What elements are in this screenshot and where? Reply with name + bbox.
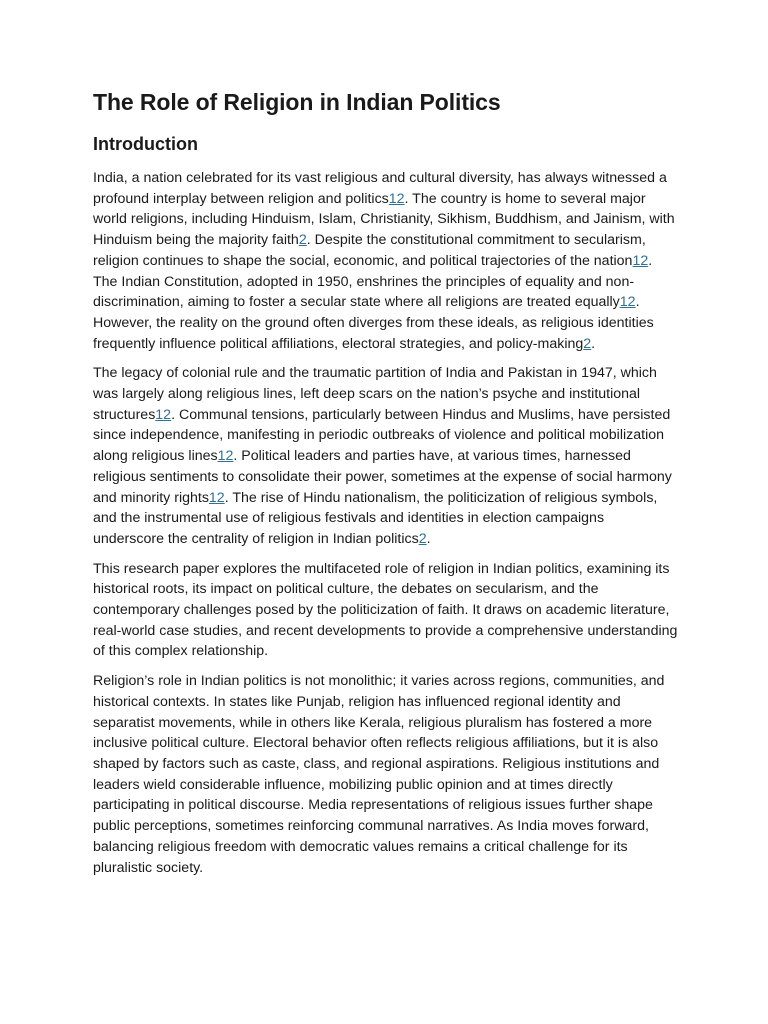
paragraph	[93, 168, 678, 354]
citation-link[interactable]: 2	[418, 530, 427, 547]
paragraph-text: . The country is home to several major world religions, including Hinduism, Islam, Christianity, Sikhism, Buddhism, and Jainism, with Hinduism being the majority faith	[93, 190, 675, 249]
document-title: The Role of Religion in Indian Politics	[93, 89, 501, 115]
citation-link[interactable]: 12	[632, 252, 649, 269]
paragraph-text: . Political leaders and parties have, at various times, harnessed religious sentiments to consolidate their power, sometimes at the expense of social harmony and minority rights	[93, 448, 672, 506]
paragraph-text: .	[426, 530, 431, 547]
citation-link[interactable]: 2	[583, 335, 592, 352]
paragraph-text: . Communal tensions, particularly between Hindus and Muslims, have persisted since independence, manifesting in periodic outbreaks of violence and political mobilization along religious lines	[93, 406, 671, 465]
document-page	[93, 84, 678, 887]
paragraph	[93, 671, 678, 878]
paragraph	[93, 363, 678, 549]
paragraph-text: The legacy of colonial rule and the traumatic partition of India and Pakistan in 1947, which was largely along religious lines, left deep scars on the nation’s psyche and institutional structures	[93, 365, 657, 423]
citation-link[interactable]: 12	[155, 406, 172, 423]
paragraph-text: . The rise of Hindu nationalism, the politicization of religious symbols, and the instrumental use of religious festivals and identities in election campaigns underscore the centrality of religion in Indian politics	[93, 489, 658, 547]
paragraph-text: . Despite the constitutional commitment to secularism, religion continues to shape the social, economic, and political trajectories of the nation	[93, 232, 646, 269]
body-text	[93, 168, 678, 878]
citation-link[interactable]: 2	[298, 232, 307, 249]
paragraph	[93, 559, 678, 663]
paragraph-text: This research paper explores the multifaceted role of religion in Indian politics, examining its historical roots, its impact on political culture, the debates on secularism, and the contemporary challenges posed by the politicization of faith. It draws on academic literature, real-world case studies, and recent developments to provide a comprehensive understanding of this complex relationship.	[93, 560, 678, 660]
paragraph-text: . However, the reality on the ground often diverges from these ideals, as religious identities frequently influence political affiliations, electoral strategies, and policy-making	[93, 294, 654, 352]
citation-link[interactable]: 12	[619, 294, 636, 311]
paragraph-text: Religion’s role in Indian politics is not monolithic; it varies across regions, communities, and historical contexts. In states like Punjab, religion has influenced regional identity and separatist movements, while in others like Kerala, religious pluralism has fostered a more inclusive political culture. Electoral behavior often reflects religious affiliations, but it is also shaped by factors such as caste, class, and regional aspirations. Religious institutions and leaders wield considerable influence, mobilizing public opinion and at times directly participating in political discourse. Media representations of religious issues further shape public perceptions, sometimes reinforcing communal narratives. As India moves forward, balancing religious freedom with democratic values remains a critical challenge for its pluralistic society.	[93, 673, 665, 876]
section-heading-introduction: Introduction	[93, 134, 198, 154]
paragraph-text: . The Indian Constitution, adopted in 1950, enshrines the principles of equality and non-discrimination, aiming to foster a secular state where all religions are treated equally	[93, 252, 653, 311]
citation-link[interactable]: 12	[217, 448, 234, 465]
paragraph-text: India, a nation celebrated for its vast religious and cultural diversity, has always witnessed a profound interplay between religion and politics	[93, 170, 667, 207]
paragraph-text: .	[591, 335, 596, 352]
citation-link[interactable]: 12	[208, 489, 225, 506]
citation-link[interactable]: 12	[388, 190, 405, 207]
